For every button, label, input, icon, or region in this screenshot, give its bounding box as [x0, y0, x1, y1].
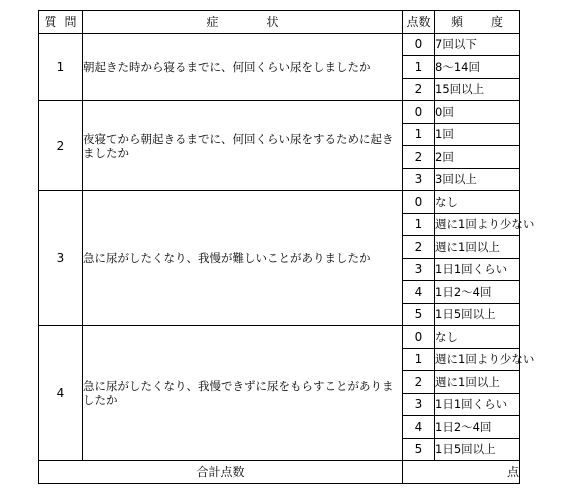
option-score: 1 [403, 56, 435, 79]
option-frequency: 1日5回以上 [435, 303, 520, 326]
option-frequency: 0回 [435, 101, 520, 124]
option-frequency: 1回 [435, 123, 520, 146]
option-score: 2 [403, 146, 435, 169]
option-frequency: 15回以上 [435, 78, 520, 101]
option-score: 2 [403, 78, 435, 101]
question-number: 4 [39, 326, 83, 461]
option-frequency: 1日2～4回 [435, 281, 520, 304]
option-score: 0 [403, 191, 435, 214]
option-frequency: 1日2～4回 [435, 416, 520, 439]
option-frequency: 週に1回以上 [435, 236, 520, 259]
option-score: 3 [403, 168, 435, 191]
option-row [39, 191, 520, 214]
total-score-unit: 点 [506, 464, 519, 479]
option-frequency: 週に1回以上 [435, 371, 520, 394]
option-row [39, 33, 520, 56]
option-score: 1 [403, 123, 435, 146]
total-score-label: 合計点数 [39, 461, 403, 484]
option-row [39, 101, 520, 124]
option-score: 4 [403, 416, 435, 439]
question-symptom: 朝起きた時から寝るまでに、何回くらい尿をしましたか [83, 33, 403, 101]
option-score: 0 [403, 33, 435, 56]
questionnaire-table [38, 10, 535, 484]
option-frequency: なし [435, 326, 520, 349]
option-score: 3 [403, 393, 435, 416]
option-frequency: 1日5回以上 [435, 438, 520, 461]
option-score: 1 [403, 213, 435, 236]
option-score: 2 [403, 236, 435, 259]
option-score: 5 [403, 303, 435, 326]
option-score: 4 [403, 281, 435, 304]
option-score: 3 [403, 258, 435, 281]
header-frequency [435, 11, 531, 34]
header-points-label: 点数 [406, 14, 431, 29]
option-frequency: 2回 [435, 146, 520, 169]
header-points [403, 11, 435, 34]
header-symptom-label: 症状 [206, 14, 327, 29]
option-frequency: 週に1回より少ない [435, 213, 520, 236]
option-frequency: 7回以下 [435, 33, 520, 56]
header-frequency-label: 頻度 [450, 14, 531, 29]
total-score-field[interactable] [403, 461, 520, 484]
question-symptom: 夜寝てから朝起きるまでに、何回くらい尿をするために起きましたか [83, 101, 403, 191]
option-frequency: 1日1回くらい [435, 258, 520, 281]
questionnaire-body [39, 11, 535, 461]
option-frequency: 1日1回くらい [435, 393, 520, 416]
option-row [39, 326, 520, 349]
option-score: 1 [403, 348, 435, 371]
option-score: 5 [403, 438, 435, 461]
header-question-label: 質問 [44, 14, 85, 29]
option-frequency: なし [435, 191, 520, 214]
option-score: 0 [403, 326, 435, 349]
question-number: 1 [39, 33, 83, 101]
option-frequency: 8～14回 [435, 56, 520, 79]
question-symptom: 急に尿がしたくなり、我慢が難しいことがありましたか [83, 191, 403, 326]
option-score: 0 [403, 101, 435, 124]
header-question [39, 11, 83, 34]
question-number: 3 [39, 191, 83, 326]
option-frequency: 週に1回より少ない [435, 348, 520, 371]
question-number: 2 [39, 101, 83, 191]
option-score: 2 [403, 371, 435, 394]
header-row [39, 11, 520, 34]
total-row [39, 461, 520, 484]
question-symptom: 急に尿がしたくなり、我慢できずに尿をもらすことがありましたか [83, 326, 403, 461]
header-symptom [83, 11, 403, 34]
option-frequency: 3回以上 [435, 168, 520, 191]
